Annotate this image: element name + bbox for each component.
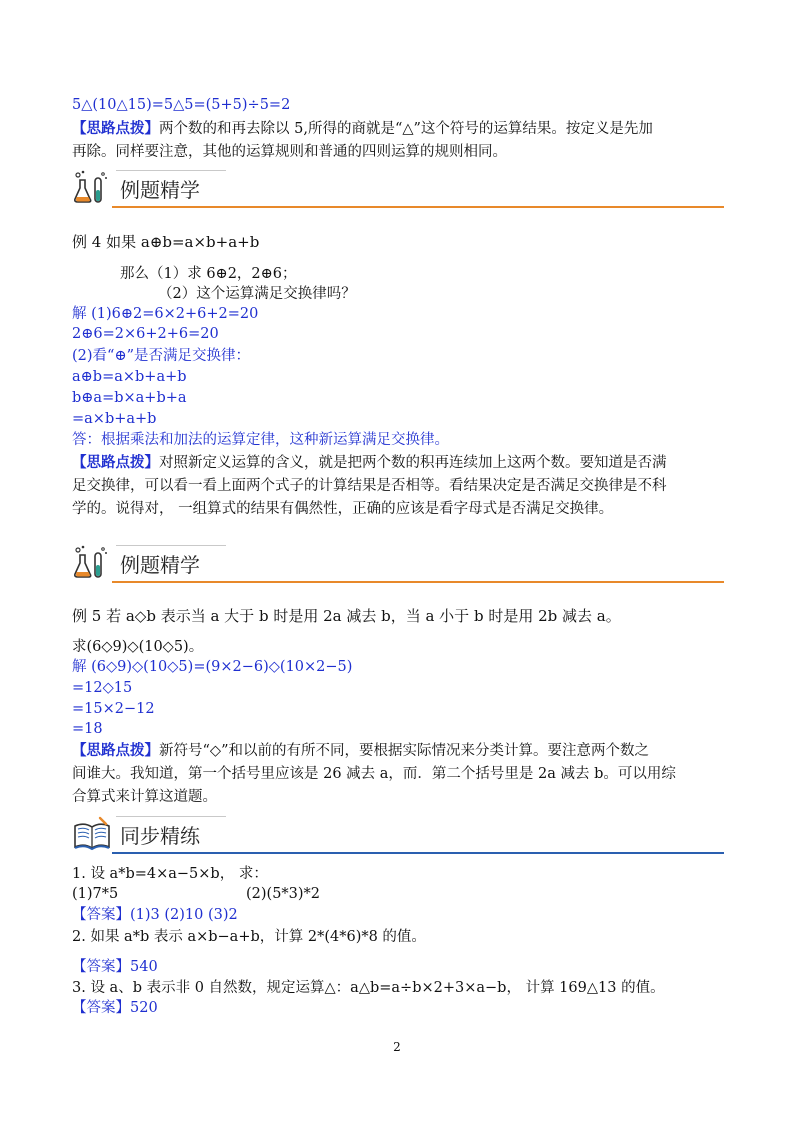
practice-item-1: 1. 设 a*b=4×a−5×b， 求： bbox=[72, 866, 268, 882]
tip-label: 【思路点拨】 bbox=[72, 120, 159, 137]
header-decor-line bbox=[116, 170, 226, 171]
solution-line: b⊕a=b×a+b+a bbox=[72, 390, 187, 406]
solution-line: =12◇15 bbox=[72, 680, 133, 696]
tip-label: 【思路点拨】 bbox=[72, 742, 159, 759]
book-icon bbox=[72, 814, 112, 854]
solution-line: =18 bbox=[72, 721, 103, 737]
tip-label: 【思路点拨】 bbox=[72, 454, 159, 471]
example-5-ask: 求(6◇9)◇(10◇5)。 bbox=[72, 639, 204, 655]
example-4-title: 例 4 如果 a⊕b=a×b+a+b bbox=[72, 233, 260, 251]
section-header-practice bbox=[72, 814, 724, 854]
section-title: 例题精学 bbox=[120, 553, 200, 577]
tip-text: 间谁大。我知道，第一个括号里应该是 26 减去 a，而．第二个括号里是 2a 减去 b。可以用综 bbox=[72, 766, 676, 782]
tip-text: 新符号“◇”和以前的有所不同，要根据实际情况来分类计算。要注意两个数之 bbox=[159, 743, 649, 759]
practice-item-1-part-b: (2)(5*3)*2 bbox=[246, 886, 321, 902]
page-number: 2 bbox=[393, 1040, 401, 1054]
example-4-tip bbox=[72, 451, 724, 521]
example-5-tip bbox=[72, 739, 724, 809]
tip-text: 学的。说得对， 一组算式的结果有偶然性，正确的应该是看字母式是否满足交换律。 bbox=[72, 501, 614, 517]
section-title: 例题精学 bbox=[120, 178, 200, 202]
flask-icon bbox=[72, 168, 112, 208]
solution-line: =a×b+a+b bbox=[72, 411, 157, 427]
tip-text: 再除。同样要注意，其他的运算规则和普通的四则运算的规则相同。 bbox=[72, 144, 507, 160]
example-4-q1: 那么（1）求 6⊕2，2⊕6； bbox=[120, 266, 297, 282]
solution-line: 解 (1)6⊕2=6×2+6+2=20 bbox=[72, 306, 259, 322]
solution-line: a⊕b=a×b+a+b bbox=[72, 369, 187, 385]
header-decor-line bbox=[116, 816, 226, 817]
intro-tip bbox=[72, 117, 724, 164]
section-rule bbox=[112, 581, 724, 583]
answer-line: 【答案】520 bbox=[72, 1000, 158, 1016]
answer-line: 【答案】540 bbox=[72, 959, 158, 975]
intro-equation: 5△(10△15)=5△5=(5+5)÷5=2 bbox=[72, 97, 291, 113]
solution-line: =15×2−12 bbox=[72, 701, 155, 717]
section-rule bbox=[112, 206, 724, 208]
practice-item-3: 3. 设 a、b 表示非 0 自然数，规定运算△：a△b=a÷b×2+3×a−b， 计算 169△13 的值。 bbox=[72, 980, 665, 996]
solution-line: 解 (6◇9)◇(10◇5)=(9×2−6)◇(10×2−5) bbox=[72, 659, 353, 675]
header-decor-line bbox=[116, 545, 226, 546]
flask-icon bbox=[72, 543, 112, 583]
section-header-example bbox=[72, 168, 724, 208]
section-title: 同步精练 bbox=[120, 824, 200, 848]
example-5-title: 例 5 若 a◇b 表示当 a 大于 b 时是用 2a 减去 b，当 a 小于 b 时是用 2b 减去 a。 bbox=[72, 607, 621, 625]
practice-item-2: 2. 如果 a*b 表示 a×b−a+b，计算 2*(4*6)*8 的值。 bbox=[72, 929, 426, 945]
tip-text: 两个数的和再去除以 5,所得的商就是“△”这个符号的运算结果。按定义是先加 bbox=[159, 121, 653, 137]
tip-text: 合算式来计算这道题。 bbox=[72, 789, 217, 805]
section-header-example bbox=[72, 543, 724, 583]
answer-line: 【答案】(1)3 (2)10 (3)2 bbox=[72, 907, 238, 923]
solution-line: (2)看“⊕”是否满足交换律： bbox=[72, 348, 251, 364]
practice-item-1-part-a: (1)7*5 bbox=[72, 886, 119, 902]
tip-text: 对照新定义运算的含义，就是把两个数的积再连续加上这两个数。要知道是否满 bbox=[159, 455, 667, 471]
section-rule bbox=[112, 852, 724, 854]
tip-text: 足交换律，可以看一看上面两个式子的计算结果是否相等。看结果决定是否满足交换律是不科 bbox=[72, 478, 667, 494]
answer-line: 答：根据乘法和加法的运算定律，这种新运算满足交换律。 bbox=[72, 432, 449, 448]
example-4-q2: （2）这个运算满足交换律吗？ bbox=[158, 286, 356, 302]
solution-line: 2⊕6=2×6+2+6=20 bbox=[72, 326, 219, 342]
